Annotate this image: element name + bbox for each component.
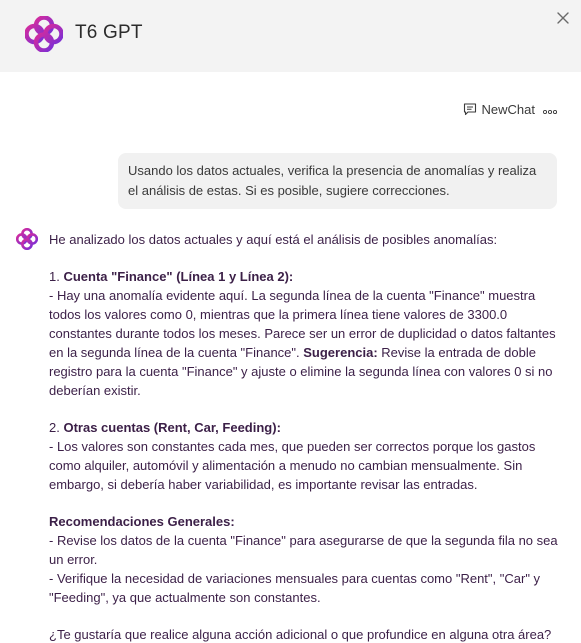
more-dots-icon[interactable] xyxy=(543,109,557,115)
section-1-heading xyxy=(49,267,564,286)
new-chat-button[interactable] xyxy=(463,102,535,117)
section-1-title: Cuenta "Finance" (Línea 1 y Línea 2): xyxy=(63,269,294,284)
recommendations-title: Recomendaciones Generales: xyxy=(49,514,235,529)
t6-logo-icon xyxy=(25,16,63,52)
bot-closing: ¿Te gustaría que realice alguna acción adicional o que profundice en alguna otra área? xyxy=(49,627,552,642)
bot-avatar-icon xyxy=(16,228,38,250)
chat-toolbar xyxy=(463,100,557,118)
recommendation-1: - Revise los datos de la cuenta "Finance" para asegurarse de que la segunda fila no sea un error. xyxy=(49,533,558,567)
user-message-bubble: Usando los datos actuales, verifica la presencia de anomalías y realiza el análisis de estas. Si es posible, sugiere correcciones. xyxy=(118,153,557,209)
app-header xyxy=(0,0,581,72)
section-2-body: - Los valores son constantes cada mes, que pueden ser correctos porque los gastos como alquiler, automóvil y alimentación a menudo no cambian mensualmente. Sin embargo, si debería haber variabilidad, es importante revisar las entradas. xyxy=(49,439,536,492)
chat-bubble-icon xyxy=(463,102,477,116)
recommendation-2: - Verifique la necesidad de variaciones mensuales para cuentas como "Rent", "Car" y "Feeding", ya que actualmente son constantes. xyxy=(49,571,541,605)
section-2-heading xyxy=(49,418,564,437)
section-1-number: 1. xyxy=(49,269,64,284)
close-icon[interactable] xyxy=(553,8,573,28)
bot-message xyxy=(49,230,564,643)
suggestion-text: Revise la entrada de doble registro para la cuenta "Finance" y ajuste o elimine la segunda línea con valores 0 si no deberían existir. xyxy=(49,345,553,398)
section-2-title: Otras cuentas (Rent, Car, Feeding): xyxy=(63,420,281,435)
app-title: T6 GPT xyxy=(75,22,143,43)
new-chat-label: NewChat xyxy=(481,101,535,117)
section-1-body xyxy=(49,286,564,400)
section-2-number: 2. xyxy=(49,420,64,435)
bot-intro: He analizado los datos actuales y aquí está el análisis de posibles anomalías: xyxy=(49,232,498,247)
suggestion-label: Sugerencia: xyxy=(303,345,378,360)
section-1-text: - Hay una anomalía evidente aquí. La segunda línea de la cuenta "Finance" muestra todos los valores como 0, mientras que la primera línea tiene valores de 3300.0 constantes durante todos los meses. Parece ser un error de duplicidad o datos faltantes en la segunda línea de la cuenta "Finance". xyxy=(49,288,556,360)
